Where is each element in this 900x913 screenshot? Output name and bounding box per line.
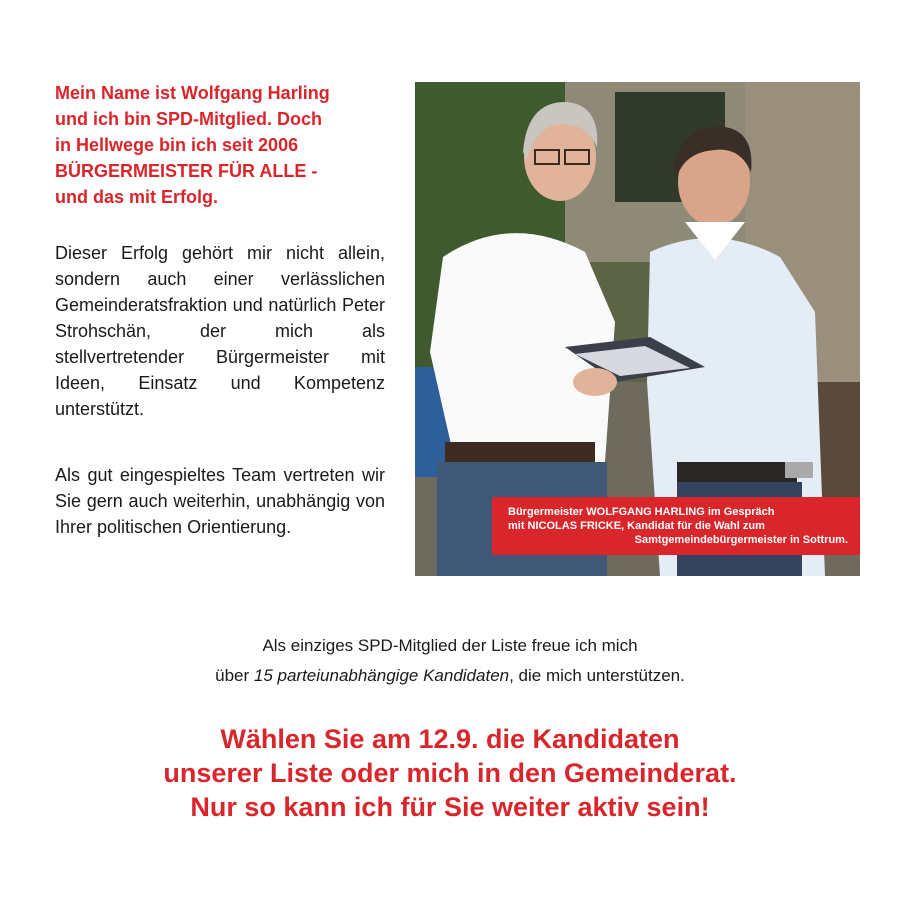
intro-line: und das mit Erfolg. bbox=[55, 187, 219, 207]
cta-line: unserer Liste oder mich in den Gemeinderat. bbox=[163, 758, 737, 788]
note-suffix: , die mich unterstützen. bbox=[509, 666, 685, 685]
intro-heading bbox=[55, 80, 385, 210]
caption-line: mit NICOLAS FRICKE, Kandidat für die Wahl zum bbox=[508, 520, 765, 532]
caption-line: Samtgemeindebürgermeister in Sottrum. bbox=[634, 534, 848, 546]
body-paragraph-team: Als gut eingespieltes Team vertreten wir Sie gern auch weiterhin, unabhängig von Ihrer politischen Orientierung. bbox=[55, 465, 385, 537]
intro-line: Mein Name ist Wolfgang Harling bbox=[55, 83, 330, 103]
cta-line: Wählen Sie am 12.9. die Kandidaten bbox=[220, 724, 680, 754]
note-emphasis: 15 parteiunabhängige Kandidaten bbox=[253, 666, 510, 685]
intro-line: in Hellwege bin ich seit 2006 bbox=[55, 135, 299, 155]
body-paragraph-success: Dieser Erfolg gehört mir nicht allein, sondern auch einer verlässlichen Gemeinderatsfraktion und natürlich Peter Strohschän, der mich als stellvertretender Bürgermeister mit Ideen, Einsatz und Kompetenz unterstützt. bbox=[55, 243, 385, 419]
note-prefix: über bbox=[215, 666, 254, 685]
caption-line: Bürgermeister WOLFGANG HARLING im Gespräch bbox=[508, 506, 775, 518]
photo-caption bbox=[492, 497, 860, 555]
intro-line: und ich bin SPD-Mitglied. Doch bbox=[55, 109, 322, 129]
cta-line: Nur so kann ich für Sie weiter aktiv sein! bbox=[190, 792, 710, 822]
call-to-action bbox=[0, 722, 900, 824]
support-note-line bbox=[0, 661, 900, 691]
intro-line: BÜRGERMEISTER FÜR ALLE - bbox=[55, 161, 318, 181]
support-note-line: Als einziges SPD-Mitglied der Liste freue ich mich bbox=[262, 636, 638, 655]
